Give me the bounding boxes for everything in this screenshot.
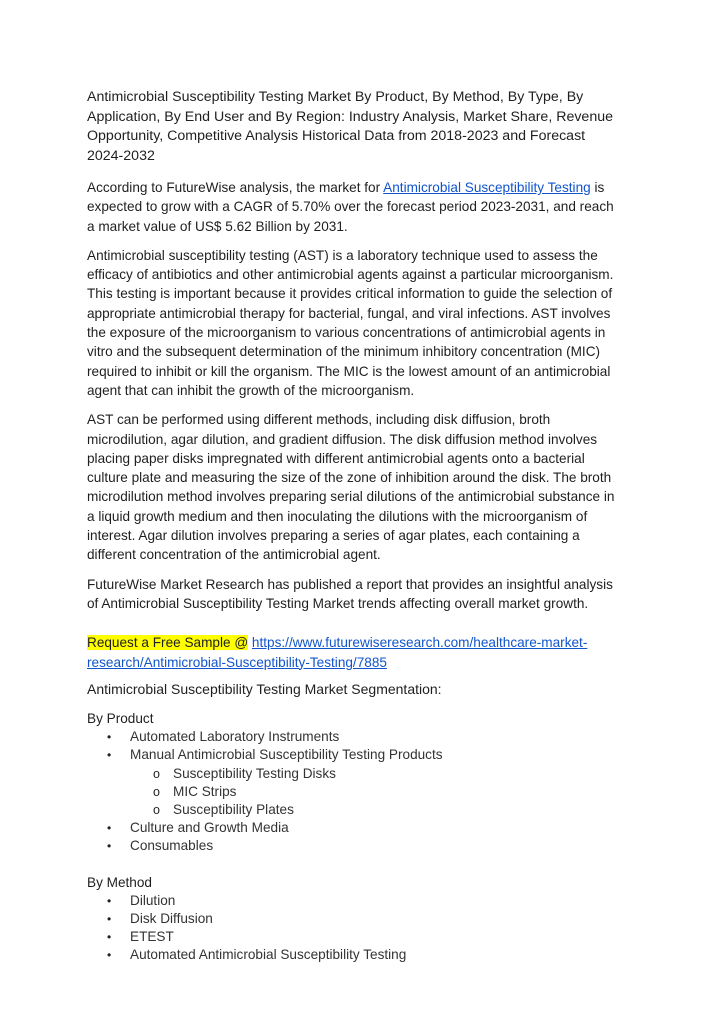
list-item-label: Dilution — [130, 892, 176, 908]
bullet-icon: • — [107, 893, 112, 908]
list-item-label: Manual Antimicrobial Susceptibility Testing Products — [130, 747, 443, 763]
by-product-heading: By Product — [87, 711, 154, 727]
intro-text: According to FutureWise analysis, the market for — [87, 180, 384, 195]
bullet-icon: • — [107, 839, 112, 854]
free-sample-line — [87, 633, 620, 672]
free-sample-label: Request a Free Sample @ — [87, 635, 249, 651]
bullet-icon: • — [107, 748, 112, 763]
list-item — [87, 910, 620, 928]
intro-text-end: is expected to grow with a CAGR of 5.70% over the forecast period 2023-2031, and reach a market value of US$ 5.62 Billion by 2031. — [87, 180, 614, 234]
by-method-list — [87, 892, 620, 965]
ast-methods-paragraph: AST can be performed using different methods, including disk diffusion, broth microdilution, agar dilution, and gradient diffusion. The disk diffusion method involves placing paper disks impregnated with different antimicrobial agents onto a bacterial culture plate and measuring the size of the zone of inhibition around the disk. The broth microdilution method involves preparing serial dilutions of the antimicrobial substance in a liquid growth medium and then inoculating the dilutions with the microorganism of interest. Agar dilution involves preparing a series of agar plates, each containing a different concentration of the antimicrobial agent. — [87, 412, 615, 563]
list-item-label: Susceptibility Testing Disks — [173, 765, 336, 781]
sub-bullet-icon: o — [153, 784, 160, 799]
segmentation-heading: Antimicrobial Susceptibility Testing Market Segmentation: — [87, 680, 442, 697]
bullet-icon: • — [107, 730, 112, 745]
free-sample-link[interactable]: https://www.futurewiseresearch.com/healthcare-market-research/Antimicrobial-Susceptibility-Testing/7885 — [87, 635, 588, 670]
list-item-label: Automated Antimicrobial Susceptibility Testing — [130, 947, 407, 963]
bullet-icon: • — [107, 821, 112, 836]
list-item-label: Automated Laboratory Instruments — [130, 729, 340, 745]
list-item-label: Consumables — [130, 838, 214, 854]
by-product-list — [87, 728, 620, 855]
document-title: Antimicrobial Susceptibility Testing Market By Product, By Method, By Type, By Application, By End User and By Region: Industry Analysis, Market Share, Revenue Opportunity, Competitive Analysis Historical Data from 2018-2023 and Forecast 2024-2032 — [87, 89, 613, 164]
list-item-label: ETEST — [130, 928, 174, 944]
sub-list-item — [87, 801, 620, 819]
list-item-label: Susceptibility Plates — [173, 801, 294, 817]
sub-list-item — [87, 765, 620, 783]
list-item — [87, 928, 620, 946]
sub-bullet-icon: o — [153, 802, 160, 817]
list-item-label: Culture and Growth Media — [130, 820, 289, 836]
bullet-icon: • — [107, 929, 112, 944]
list-item — [87, 892, 620, 910]
list-item-label: Disk Diffusion — [130, 910, 213, 926]
bullet-icon: • — [107, 948, 112, 963]
ast-definition-paragraph: Antimicrobial susceptibility testing (AST) is a laboratory technique used to assess the efficacy of antibiotics and other antimicrobial agents against a particular microorganism. This testing is important because it provides critical information to guide the selection of appropriate antimicrobial therapy for bacterial, fungal, and viral infections. AST involves the exposure of the microorganism to various concentrations of antimicrobial agents in vitro and the subsequent determination of the minimum inhibitory concentration (MIC) required to inhibit or kill the organism. The MIC is the lowest amount of an antimicrobial agent that can inhibit the growth of the microorganism. — [87, 247, 614, 398]
list-item — [87, 837, 620, 855]
intro-paragraph — [87, 178, 620, 236]
bullet-icon: • — [107, 911, 112, 926]
sub-list-item — [87, 783, 620, 801]
market-link[interactable]: Antimicrobial Susceptibility Testing — [383, 180, 591, 195]
list-item — [87, 746, 620, 764]
list-item — [87, 728, 620, 746]
list-item-label: MIC Strips — [173, 783, 237, 799]
by-method-heading: By Method — [87, 874, 152, 890]
report-paragraph: FutureWise Market Research has published a report that provides an insightful analysis of Antimicrobial Susceptibility Testing Market trends affecting overall market growth. — [87, 576, 613, 611]
list-item — [87, 946, 620, 964]
sub-bullet-icon: o — [153, 766, 160, 781]
list-item — [87, 819, 620, 837]
